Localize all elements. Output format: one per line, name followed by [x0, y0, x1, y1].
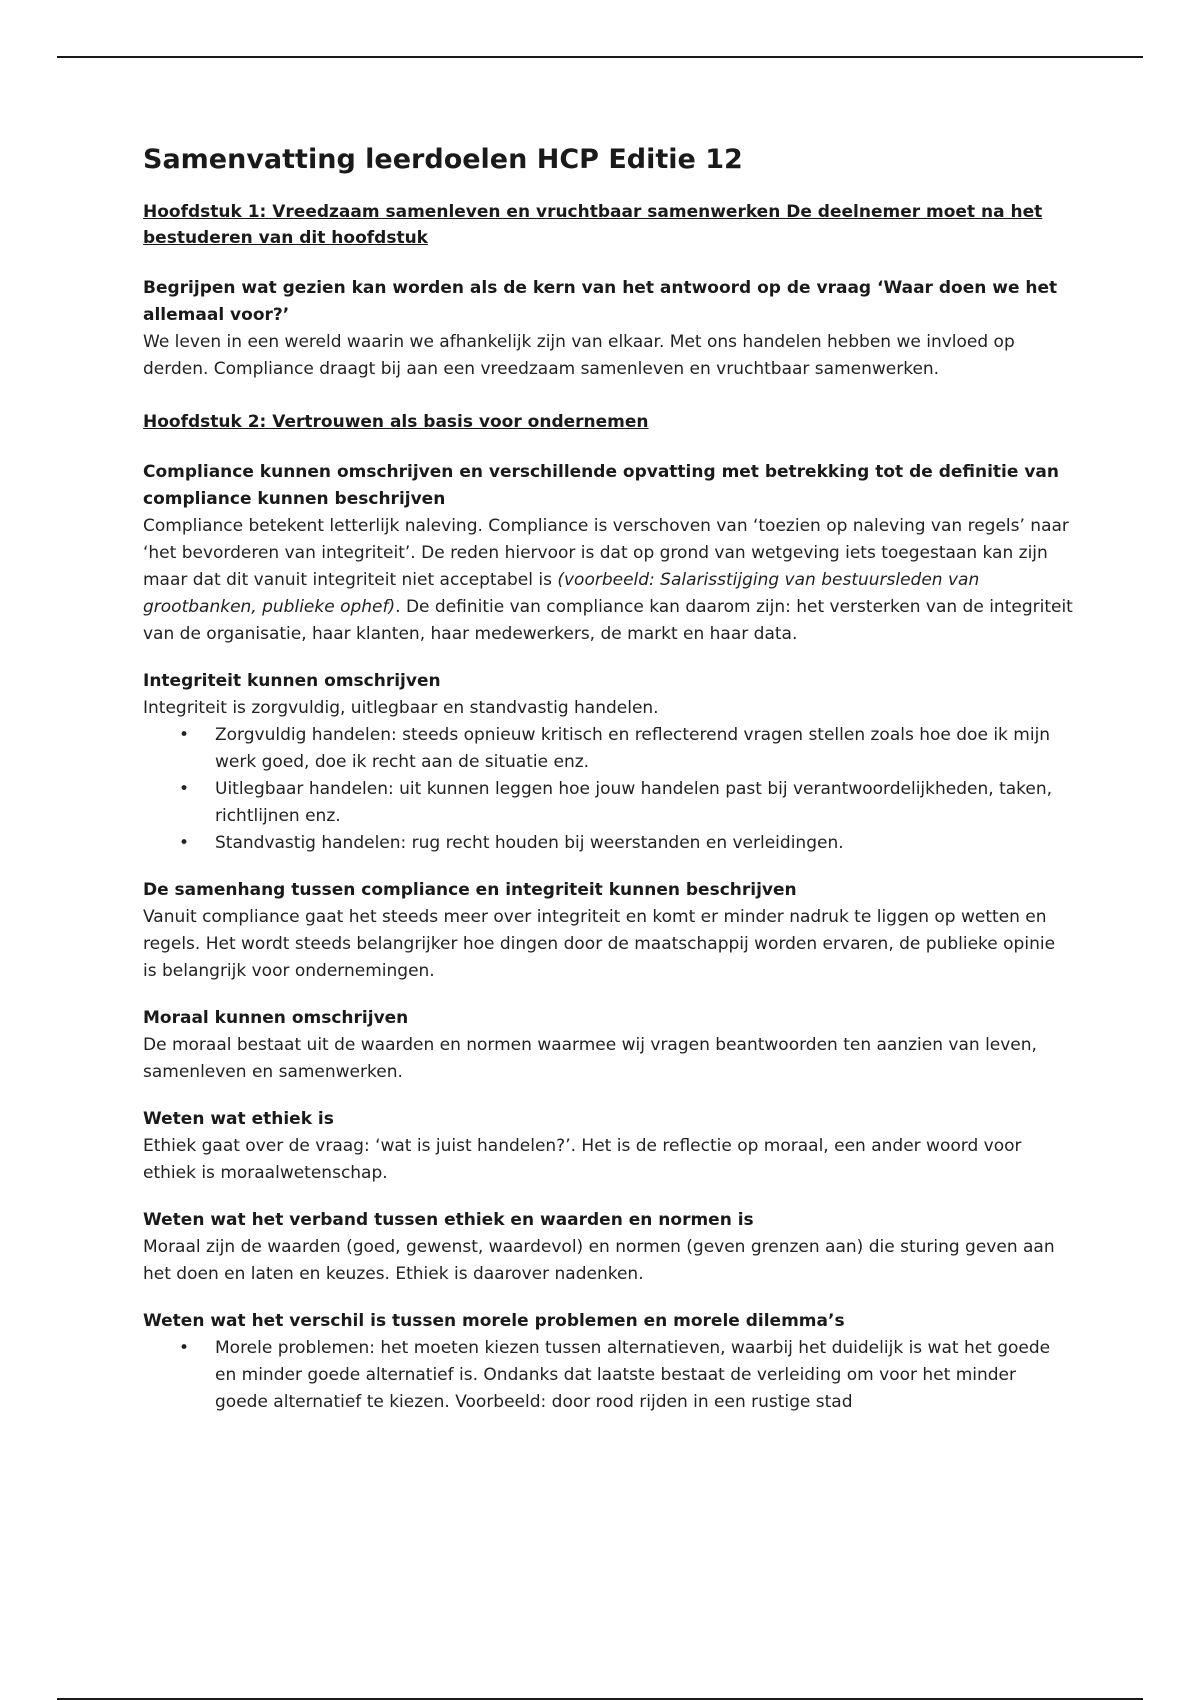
section-text: We leven in een wereld waarin we afhankelijk zijn van elkaar. Met ons handelen hebben we invloed op derden. Compliance draagt bij aan een vreedzaam samenleven en vruchtbaar samenwerken.: [143, 332, 1015, 380]
list-item-text: Morele problemen: het moeten kiezen tussen alternatieven, waarbij het duidelijk is wat het goede en minder goede alternatief is. Ondanks dat laatste bestaat de verleiding om voor het minder goede alternatief te kiezen. Voorbeeld: door rood rijden in een rustige stad: [215, 1338, 1051, 1413]
section-heading: Weten wat het verschil is tussen morele problemen en morele dilemma’s: [143, 1311, 845, 1332]
section-text: Ethiek gaat over de vraag: ‘wat is juist handelen?’. Het is de reflectie op moraal, een ander woord voor ethiek is moraalwetenschap.: [143, 1136, 1022, 1184]
list-item: [179, 1335, 1073, 1416]
section-text: Integriteit is zorgvuldig, uitlegbaar en standvastig handelen.: [143, 698, 659, 719]
section-text: De moraal bestaat uit de waarden en normen waarmee wij vragen beantwoorden ten aanzien van leven, samenleven en samenwerken.: [143, 1035, 1037, 1083]
list-item: [179, 830, 1073, 857]
top-rule: [57, 56, 1143, 58]
section-heading: Compliance kunnen omschrijven en verschillende opvatting met betrekking tot de definitie van compliance kunnen beschrijven: [143, 462, 1059, 510]
bullet-icon: •: [179, 1338, 190, 1359]
section-waar-doen-we-het-voor: [143, 275, 1073, 383]
section-verband: [143, 1207, 1073, 1288]
chapter-2-heading: Hoofdstuk 2: Vertrouwen als basis voor ondernemen: [143, 412, 649, 433]
list-item: [179, 722, 1073, 776]
section-heading: Integriteit kunnen omschrijven: [143, 671, 441, 692]
list-item-text: Standvastig handelen: rug recht houden bij weerstanden en verleidingen.: [215, 833, 844, 854]
section-compliance: [143, 459, 1073, 648]
section-text: Vanuit compliance gaat het steeds meer over integriteit en komt er minder nadruk te liggen op wetten en regels. Het wordt steeds belangrijker hoe dingen door de maatschappij worden ervaren, de publieke opinie is belangrijk voor ondernemingen.: [143, 907, 1056, 982]
list-item: [179, 776, 1073, 830]
section-samenhang: [143, 877, 1073, 985]
text-after: . De definitie van compliance kan daarom zijn: het versterken van de integriteit van de organisatie, haar klanten, haar medewerkers, de markt en haar data.: [143, 597, 1073, 645]
list-item-text: Uitlegbaar handelen: uit kunnen leggen hoe jouw handelen past bij verantwoordelijkheden, taken, richtlijnen enz.: [215, 779, 1053, 827]
section-heading: De samenhang tussen compliance en integriteit kunnen beschrijven: [143, 880, 797, 901]
section-ethiek: [143, 1106, 1073, 1187]
bullet-list: [143, 1335, 1073, 1416]
section-text: [143, 513, 1073, 648]
section-heading: Moraal kunnen omschrijven: [143, 1008, 409, 1029]
section-text: Moraal zijn de waarden (goed, gewenst, waardevol) en normen (geven grenzen aan) die sturing geven aan het doen en laten en keuzes. Ethiek is daarover nadenken.: [143, 1237, 1055, 1285]
bullet-icon: •: [179, 779, 190, 800]
section-integriteit: [143, 668, 1073, 857]
bullet-icon: •: [179, 833, 190, 854]
chapter-1-heading: Hoofdstuk 1: Vreedzaam samenleven en vruchtbaar samenwerken De deelnemer moet na het bestuderen van dit hoofdstuk: [143, 202, 1043, 249]
bullet-list: [143, 722, 1073, 857]
document-title: Samenvatting leerdoelen HCP Editie 12: [143, 144, 743, 175]
text-before: Compliance betekent letterlijk naleving. Compliance is verschoven van ‘toezien op naleving van regels’ naar ‘het bevorderen van integriteit’. De reden hiervoor is dat op grond van wetgeving iets toegestaan kan zijn maar dat dit vanuit integriteit niet acceptabel is: [143, 516, 1069, 591]
section-heading: Begrijpen wat gezien kan worden als de kern van het antwoord op de vraag ‘Waar doen we het allemaal voor?’: [143, 278, 1058, 326]
section-heading: Weten wat ethiek is: [143, 1109, 334, 1130]
document-body: [143, 142, 1073, 1436]
section-verschil: [143, 1308, 1073, 1416]
list-item-text: Zorgvuldig handelen: steeds opnieuw kritisch en reflecterend vragen stellen zoals hoe doe ik mijn werk goed, doe ik recht aan de situatie enz.: [215, 725, 1051, 773]
section-heading: Weten wat het verband tussen ethiek en waarden en normen is: [143, 1210, 754, 1231]
text-italic-example: (voorbeeld: Salarisstijging van bestuursleden van grootbanken, publieke ophef): [143, 570, 980, 618]
section-moraal: [143, 1005, 1073, 1086]
bullet-icon: •: [179, 725, 190, 746]
